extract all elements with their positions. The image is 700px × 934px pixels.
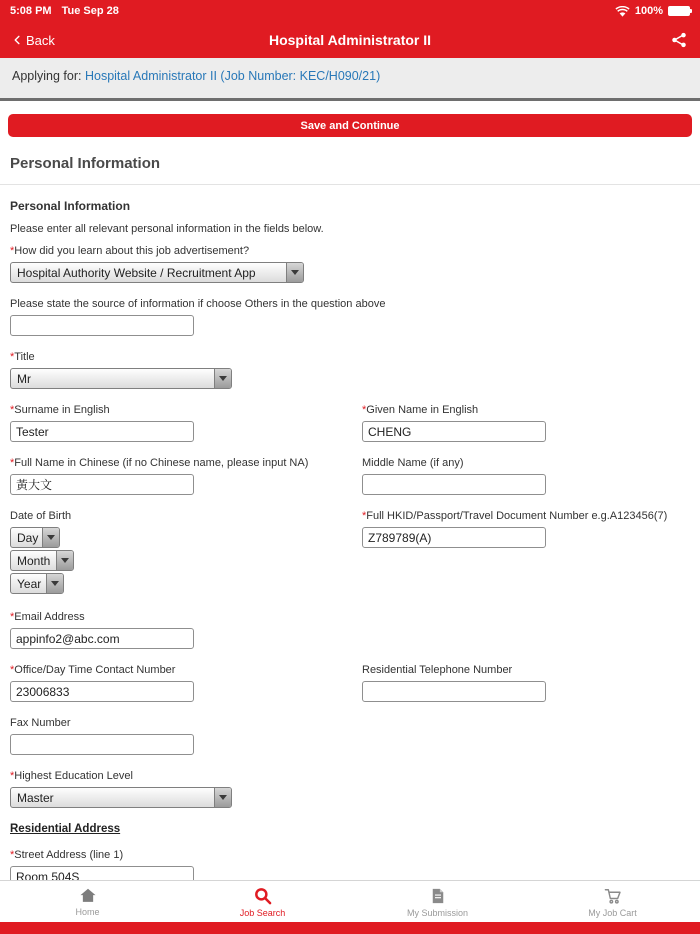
middle-name-input[interactable] (362, 474, 546, 495)
required-marker: * (10, 245, 15, 257)
fax-label: Fax Number (10, 717, 71, 729)
section-title: Personal Information (10, 199, 131, 213)
chevron-down-icon (214, 788, 231, 807)
office-phone-label: *Office/Day Time Contact Number (10, 664, 176, 676)
hkid-label: *Full HKID/Passport/Travel Document Number e.g.A123456(7) (362, 510, 668, 522)
tab-job-search-label: Job Search (239, 907, 286, 918)
dob-month-select[interactable] (10, 550, 74, 571)
battery-icon (668, 6, 690, 16)
field-title (10, 351, 690, 389)
field-fax (10, 717, 690, 755)
residential-phone-label: Residential Telephone Number (362, 664, 513, 676)
nav-bar (0, 22, 700, 58)
residential-phone-input[interactable] (362, 681, 546, 702)
street-address-1-label: *Street Address (line 1) (10, 849, 124, 861)
chevron-down-icon (42, 528, 59, 547)
title-select-value: Mr (17, 371, 31, 386)
hkid-input[interactable] (362, 527, 546, 548)
residential-address-heading: Residential Address (10, 823, 121, 835)
bottom-red-strip (0, 922, 700, 934)
required-marker: * (10, 404, 15, 416)
cart-icon (602, 886, 623, 906)
tab-my-submission-label: My Submission (406, 907, 469, 918)
field-date-of-birth (10, 510, 362, 596)
job-link[interactable]: Hospital Administrator II (Job Number: KEC/H090/21) (84, 69, 381, 83)
field-email (10, 611, 690, 649)
required-marker: * (10, 770, 15, 782)
page-header-title: Hospital Administrator II (268, 32, 432, 48)
surname-input[interactable] (10, 421, 194, 442)
chevron-down-icon (214, 369, 231, 388)
chinese-name-label: *Full Name in Chinese (if no Chinese name, please input NA) (10, 457, 309, 469)
field-office-phone (10, 664, 362, 702)
field-education (10, 770, 690, 808)
tab-my-job-cart-label: My Job Cart (588, 907, 637, 918)
tab-bar (0, 880, 700, 922)
office-phone-input[interactable] (10, 681, 194, 702)
tab-job-search[interactable] (175, 881, 350, 922)
source-select-value: Hospital Authority Website / Recruitment App (17, 265, 256, 280)
home-icon (78, 886, 98, 905)
share-button[interactable] (670, 31, 688, 49)
title-select[interactable] (10, 368, 232, 389)
dob-day-select[interactable] (10, 527, 60, 548)
tab-home-label: Home (75, 907, 100, 917)
education-label: *Highest Education Level (10, 770, 133, 782)
title-label: *Title (10, 351, 35, 363)
required-marker: * (10, 457, 15, 469)
chinese-name-input[interactable] (10, 474, 194, 495)
wifi-icon (615, 6, 630, 17)
dob-year-value: Year (17, 576, 42, 591)
source-other-input[interactable] (10, 315, 194, 336)
chevron-down-icon (286, 263, 303, 282)
education-select[interactable] (10, 787, 232, 808)
dob-year-select[interactable] (10, 573, 64, 594)
chevron-left-icon (12, 32, 23, 48)
field-given-name (362, 404, 690, 442)
document-icon (429, 886, 447, 906)
field-residential-phone (362, 664, 690, 702)
share-icon (670, 31, 688, 49)
source-select[interactable] (10, 262, 304, 283)
search-icon (253, 886, 273, 906)
dob-label: Date of Birth (10, 510, 72, 522)
tab-home[interactable] (0, 881, 175, 922)
source-label: *How did you learn about this job advertisement? (10, 245, 250, 257)
battery-percent: 100% (634, 5, 663, 17)
surname-label: *Surname in English (10, 404, 110, 416)
fax-input[interactable] (10, 734, 194, 755)
required-marker: * (362, 510, 367, 522)
tab-my-submission[interactable] (350, 881, 525, 922)
page-title: Personal Information (0, 137, 700, 185)
field-surname (10, 404, 362, 442)
save-and-continue-button[interactable]: Save and Continue (8, 114, 692, 137)
field-source (10, 245, 690, 283)
tab-my-job-cart[interactable] (525, 881, 700, 922)
back-label: Back (26, 32, 55, 48)
email-label: *Email Address (10, 611, 85, 623)
back-button[interactable] (12, 32, 55, 48)
chevron-down-icon (46, 574, 63, 593)
personal-information-form (0, 235, 700, 887)
status-date: Tue Sep 28 (61, 5, 119, 17)
source-other-label: Please state the source of information if choose Others in the question above (10, 298, 386, 310)
field-hkid (362, 510, 690, 596)
required-marker: * (10, 664, 15, 676)
status-bar (0, 0, 700, 22)
dob-month-value: Month (17, 553, 51, 568)
section-description: Please enter all relevant personal information in the fields below. (10, 223, 324, 235)
education-select-value: Master (17, 790, 54, 805)
footer (0, 880, 700, 934)
dob-day-value: Day (17, 530, 39, 545)
required-marker: * (10, 849, 15, 861)
given-name-input[interactable] (362, 421, 546, 442)
field-middle-name (362, 457, 690, 495)
applying-for-label: Applying for: (12, 69, 82, 83)
field-chinese-name (10, 457, 362, 495)
middle-name-label: Middle Name (if any) (362, 457, 464, 469)
email-input[interactable] (10, 628, 194, 649)
status-time: 5:08 PM (10, 5, 52, 17)
required-marker: * (10, 351, 15, 363)
required-marker: * (10, 611, 15, 623)
applying-for-bar (0, 58, 700, 101)
field-source-other (10, 298, 690, 336)
chevron-down-icon (56, 551, 73, 570)
required-marker: * (362, 404, 367, 416)
given-name-label: *Given Name in English (362, 404, 479, 416)
